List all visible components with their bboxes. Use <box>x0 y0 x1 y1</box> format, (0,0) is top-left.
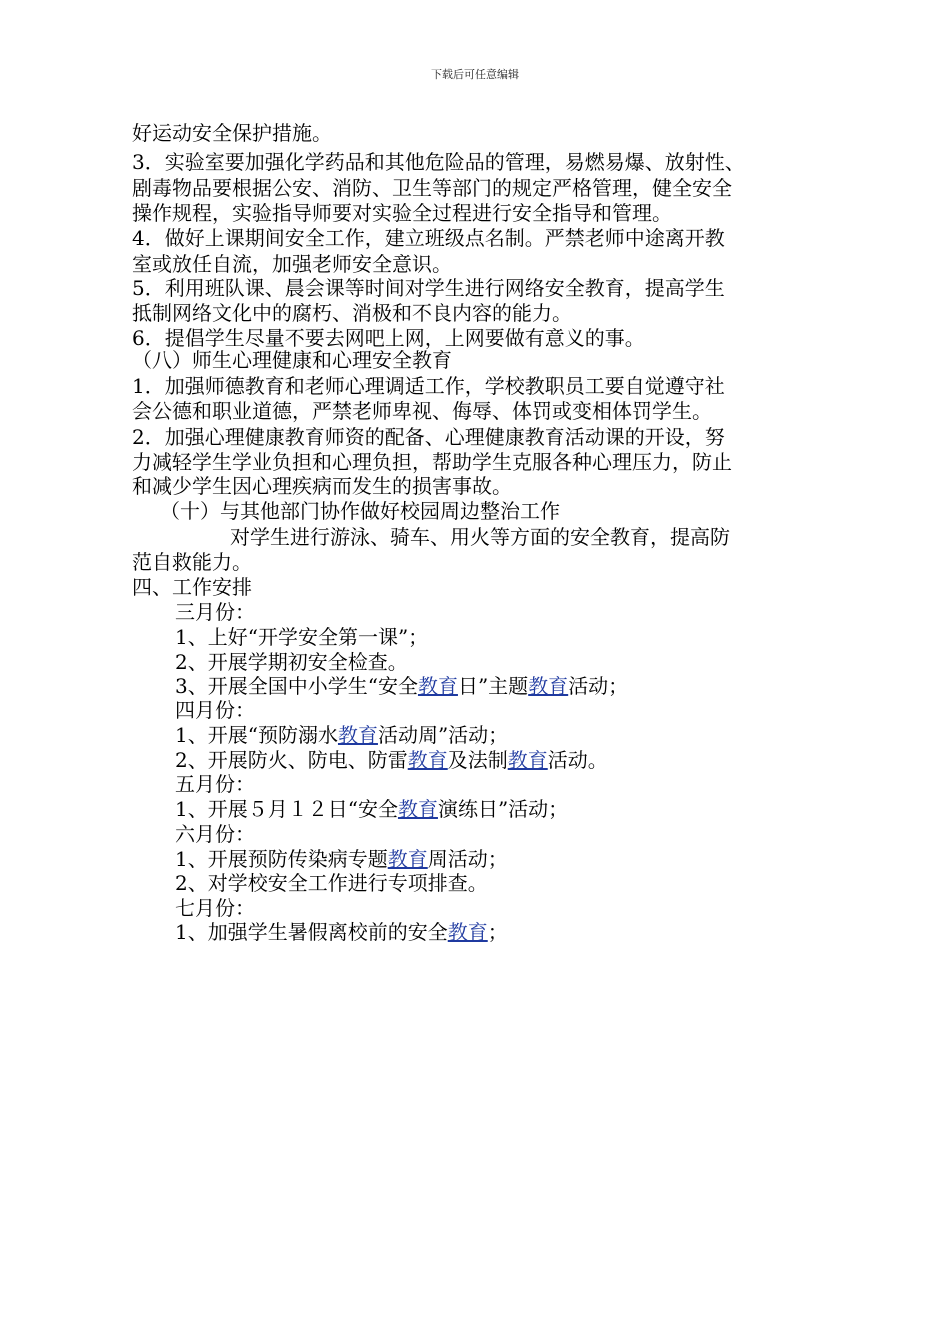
plan-item-text: 及法制 <box>447 748 508 772</box>
plan-item-text: 3、开展全国中小学生“安全 <box>175 674 418 698</box>
education-link[interactable]: 教育 <box>397 797 438 821</box>
education-link[interactable]: 教育 <box>387 847 428 871</box>
month-heading-june: 六月份： <box>175 822 255 846</box>
plan-item-text: 2、开展防火、防电、防雷 <box>175 748 408 772</box>
education-link[interactable]: 教育 <box>337 723 378 747</box>
plan-item-text: 活动； <box>568 674 629 698</box>
plan-item-text: 演练日”活动； <box>437 797 569 821</box>
plan-item <box>175 920 508 944</box>
plan-item <box>175 723 508 747</box>
section-heading: （十）与其他部门协作做好校园周边整治工作 <box>160 499 560 523</box>
paragraph-line: 剧毒物品要根据公安、消防、卫生等部门的规定严格管理，健全安全 <box>132 176 732 200</box>
education-link[interactable]: 教育 <box>407 748 448 772</box>
plan-item-text: 1、开展“预防溺水 <box>175 723 338 747</box>
plan-item <box>175 674 628 698</box>
paragraph-line: 会公德和职业道德，严禁老师卑视、侮辱、体罚或变相体罚学生。 <box>132 399 712 423</box>
paragraph-line: 5．利用班队课、晨会课等时间对学生进行网络安全教育，提高学生 <box>132 276 725 300</box>
plan-item-text: 周活动； <box>427 847 508 871</box>
section-heading: 四、工作安排 <box>132 575 252 599</box>
paragraph-line: 6．提倡学生尽量不要去网吧上网，上网要做有意义的事。 <box>132 326 645 350</box>
plan-item: 2、对学校安全工作进行专项排查。 <box>175 871 488 895</box>
paragraph-line: 操作规程，实验指导师要对实验全过程进行安全指导和管理。 <box>132 201 672 225</box>
month-heading-july: 七月份： <box>175 896 255 920</box>
plan-item <box>175 748 608 772</box>
paragraph-line: 1．加强师德教育和老师心理调适工作，学校教职员工要自觉遵守社 <box>132 374 725 398</box>
paragraph-line: 范自救能力。 <box>132 550 252 574</box>
plan-item-text: 1、开展预防传染病专题 <box>175 847 388 871</box>
month-heading-march: 三月份： <box>175 600 255 624</box>
plan-item-text: 活动。 <box>547 748 608 772</box>
plan-item-text: 活动周”活动； <box>377 723 509 747</box>
paragraph-line: 2．加强心理健康教育师资的配备、心理健康教育活动课的开设，努 <box>132 425 725 449</box>
plan-item: 2、开展学期初安全检查。 <box>175 650 408 674</box>
paragraph-line: 和减少学生因心理疾病而发生的损害事故。 <box>132 474 512 498</box>
education-link[interactable]: 教育 <box>417 674 458 698</box>
page-header-note: 下载后可任意编辑 <box>431 68 519 81</box>
plan-item: 1、上好“开学安全第一课”； <box>175 625 429 649</box>
paragraph-line: 好运动安全保护措施。 <box>132 121 332 145</box>
plan-item-text: 日”主题 <box>457 674 529 698</box>
section-heading: （八）师生心理健康和心理安全教育 <box>132 348 452 372</box>
paragraph-line: 抵制网络文化中的腐朽、消极和不良内容的能力。 <box>132 301 572 325</box>
month-heading-may: 五月份： <box>175 772 255 796</box>
paragraph-line: 4．做好上课期间安全工作，建立班级点名制。严禁老师中途离开教 <box>132 226 725 250</box>
plan-item-text: 1、加强学生暑假离校前的安全 <box>175 920 448 944</box>
paragraph-line: 室或放任自流，加强老师安全意识。 <box>132 252 452 276</box>
paragraph-line: 对学生进行游泳、骑车、用火等方面的安全教育，提高防 <box>230 525 730 549</box>
plan-item-text: ； <box>487 920 508 944</box>
education-link[interactable]: 教育 <box>447 920 488 944</box>
education-link[interactable]: 教育 <box>528 674 569 698</box>
paragraph-line: 3．实验室要加强化学药品和其他危险品的管理，易燃易爆、放射性、 <box>132 150 745 174</box>
plan-item-text: 1、开展５月１２日“安全 <box>175 797 398 821</box>
plan-item <box>175 847 508 871</box>
education-link[interactable]: 教育 <box>507 748 548 772</box>
month-heading-april: 四月份： <box>175 698 255 722</box>
paragraph-line: 力减轻学生学业负担和心理负担，帮助学生克服各种心理压力，防止 <box>132 450 732 474</box>
plan-item <box>175 797 568 821</box>
